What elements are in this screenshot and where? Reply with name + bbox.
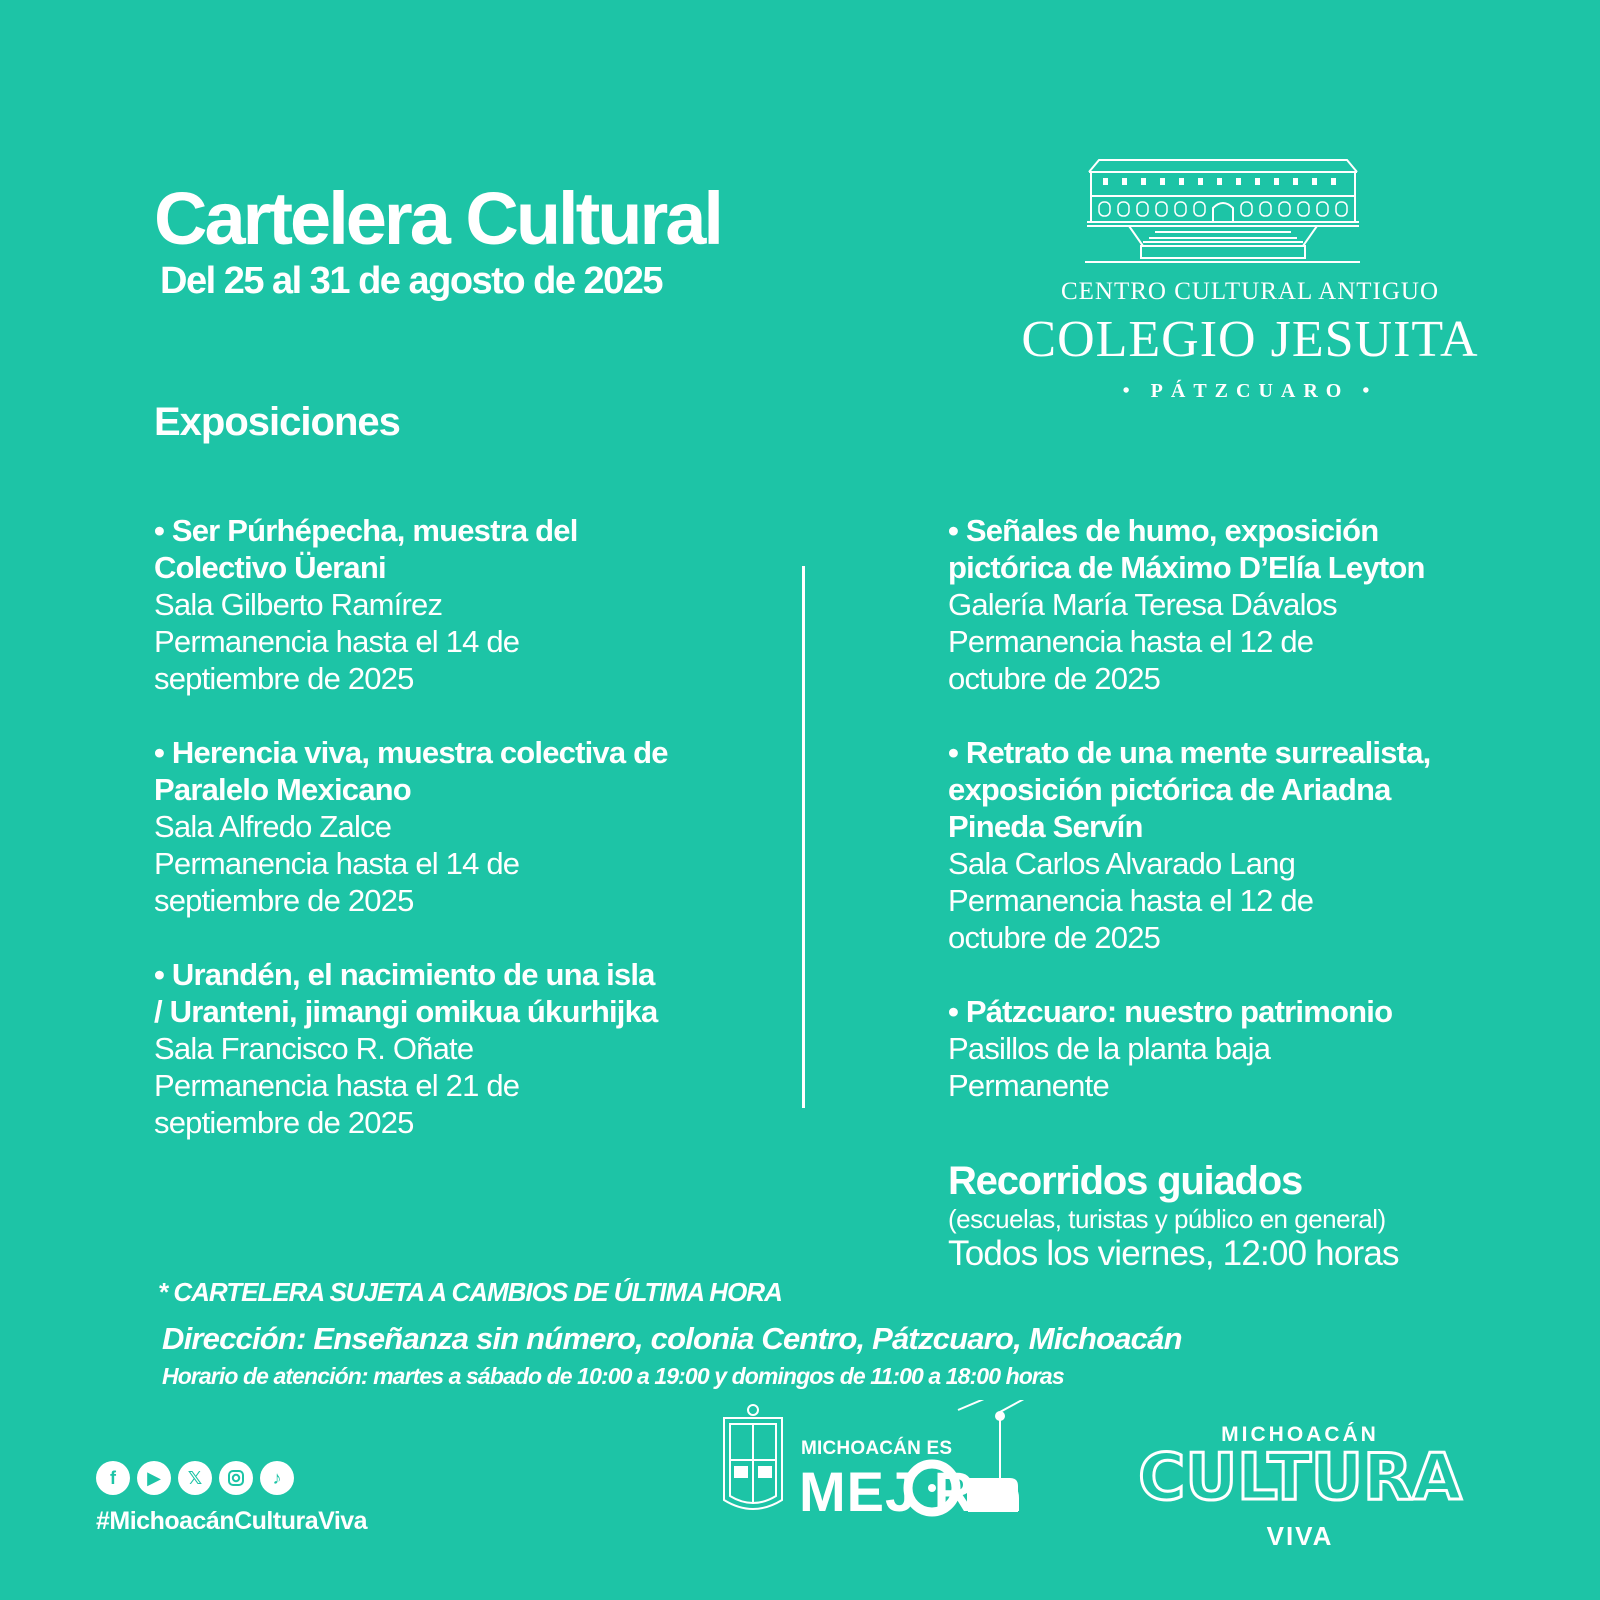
- logo-line-2: COLEGIO JESUITA: [1021, 311, 1479, 368]
- instagram-icon[interactable]: [219, 1461, 253, 1495]
- right-column: [948, 512, 1508, 1141]
- exhibition-dates: Permanencia hasta el 12 de octubre de 2025: [948, 624, 1314, 696]
- brand-small-text: MICHOACÁN ES: [801, 1438, 953, 1459]
- social-links: [96, 1461, 294, 1495]
- brand-big-text: MEJ R: [799, 1460, 976, 1523]
- exhibition-item: [948, 734, 1508, 956]
- address: Dirección: Enseñanza sin número, colonia Centro, Pátzcuaro, Michoacán: [162, 1321, 1182, 1356]
- exhibition-title: • Señales de humo, exposición pictórica de Máximo D’Elía Leyton: [948, 513, 1425, 585]
- exhibition-item: [948, 993, 1508, 1104]
- tours-title: Recorridos guiados: [948, 1159, 1303, 1203]
- left-column: [154, 512, 714, 1178]
- exhibition-title: • Pátzcuaro: nuestro patrimonio: [948, 994, 1393, 1029]
- tours-time: Todos los viernes, 12:00 horas: [948, 1234, 1399, 1273]
- exhibition-item: [154, 512, 714, 697]
- exhibition-dates: Permanencia hasta el 14 de septiembre de 2025: [154, 624, 520, 696]
- colegio-jesuita-logo: [980, 150, 1520, 410]
- exhibition-dates: Permanencia hasta el 14 de septiembre de 2025: [154, 846, 520, 918]
- exhibition-title: • Retrato de una mente surrealista, exposición pictórica de Ariadna Pineda Servín: [948, 735, 1431, 844]
- opening-hours: Horario de atención: martes a sábado de 10:00 a 19:00 y domingos de 11:00 a 18:00 horas: [162, 1363, 1064, 1389]
- michoacan-cultura-viva-logo: [1130, 1423, 1470, 1553]
- exhibition-venue: Sala Carlos Alvarado Lang: [948, 846, 1296, 881]
- exhibition-title: • Urandén, el nacimiento de una isla / Uranteni, jimangi omikua úkurhijka: [154, 957, 658, 1029]
- facebook-icon[interactable]: f: [96, 1461, 130, 1495]
- building-icon: [1085, 158, 1360, 266]
- youtube-icon[interactable]: ▶: [137, 1461, 171, 1495]
- page-subtitle: Del 25 al 31 de agosto de 2025: [160, 260, 663, 302]
- exhibition-dates: Permanencia hasta el 12 de octubre de 2025: [948, 883, 1314, 955]
- exhibition-venue: Sala Francisco R. Oñate: [154, 1031, 474, 1066]
- exhibition-dates: Permanencia hasta el 21 de septiembre de 2025: [154, 1068, 520, 1140]
- exhibition-venue: Sala Gilberto Ramírez: [154, 587, 443, 622]
- exhibition-venue: Sala Alfredo Zalce: [154, 809, 392, 844]
- tiktok-icon[interactable]: ♪: [260, 1461, 294, 1495]
- exhibition-venue: Pasillos de la planta baja: [948, 1031, 1271, 1066]
- exhibition-title: • Ser Púrhépecha, muestra del Colectivo Üerani: [154, 513, 578, 585]
- disclaimer: * CARTELERA SUJETA A CAMBIOS DE ÚLTIMA HORA: [158, 1277, 782, 1307]
- section-title: Exposiciones: [154, 400, 400, 444]
- logo-line-3: • PÁTZCUARO •: [1122, 380, 1378, 402]
- exhibition-venue: Galería María Teresa Dávalos: [948, 587, 1337, 622]
- logo-line-1: CENTRO CULTURAL ANTIGUO: [1060, 278, 1440, 305]
- exhibition-dates: Permanente: [948, 1068, 1109, 1103]
- exhibition-item: [154, 956, 714, 1141]
- cultura-viva-bottom: VIVA: [1266, 1521, 1334, 1551]
- column-divider: [802, 566, 805, 1108]
- exhibition-item: [154, 734, 714, 919]
- michoacan-es-mejor-logo: [718, 1400, 1098, 1540]
- tours-note: (escuelas, turistas y público en general): [948, 1204, 1386, 1234]
- hashtag: #MichoacánCulturaViva: [96, 1507, 368, 1535]
- guided-tours: [948, 1158, 1399, 1274]
- cultura-viva-middle: CULTURA: [1138, 1441, 1462, 1515]
- exhibition-title: • Herencia viva, muestra colectiva de Paralelo Mexicano: [154, 735, 668, 807]
- exhibition-item: [948, 512, 1508, 697]
- page-title: Cartelera Cultural: [154, 177, 721, 260]
- x-icon[interactable]: 𝕏: [178, 1461, 212, 1495]
- cultura-viva-top: MICHOACÁN: [1221, 1423, 1379, 1446]
